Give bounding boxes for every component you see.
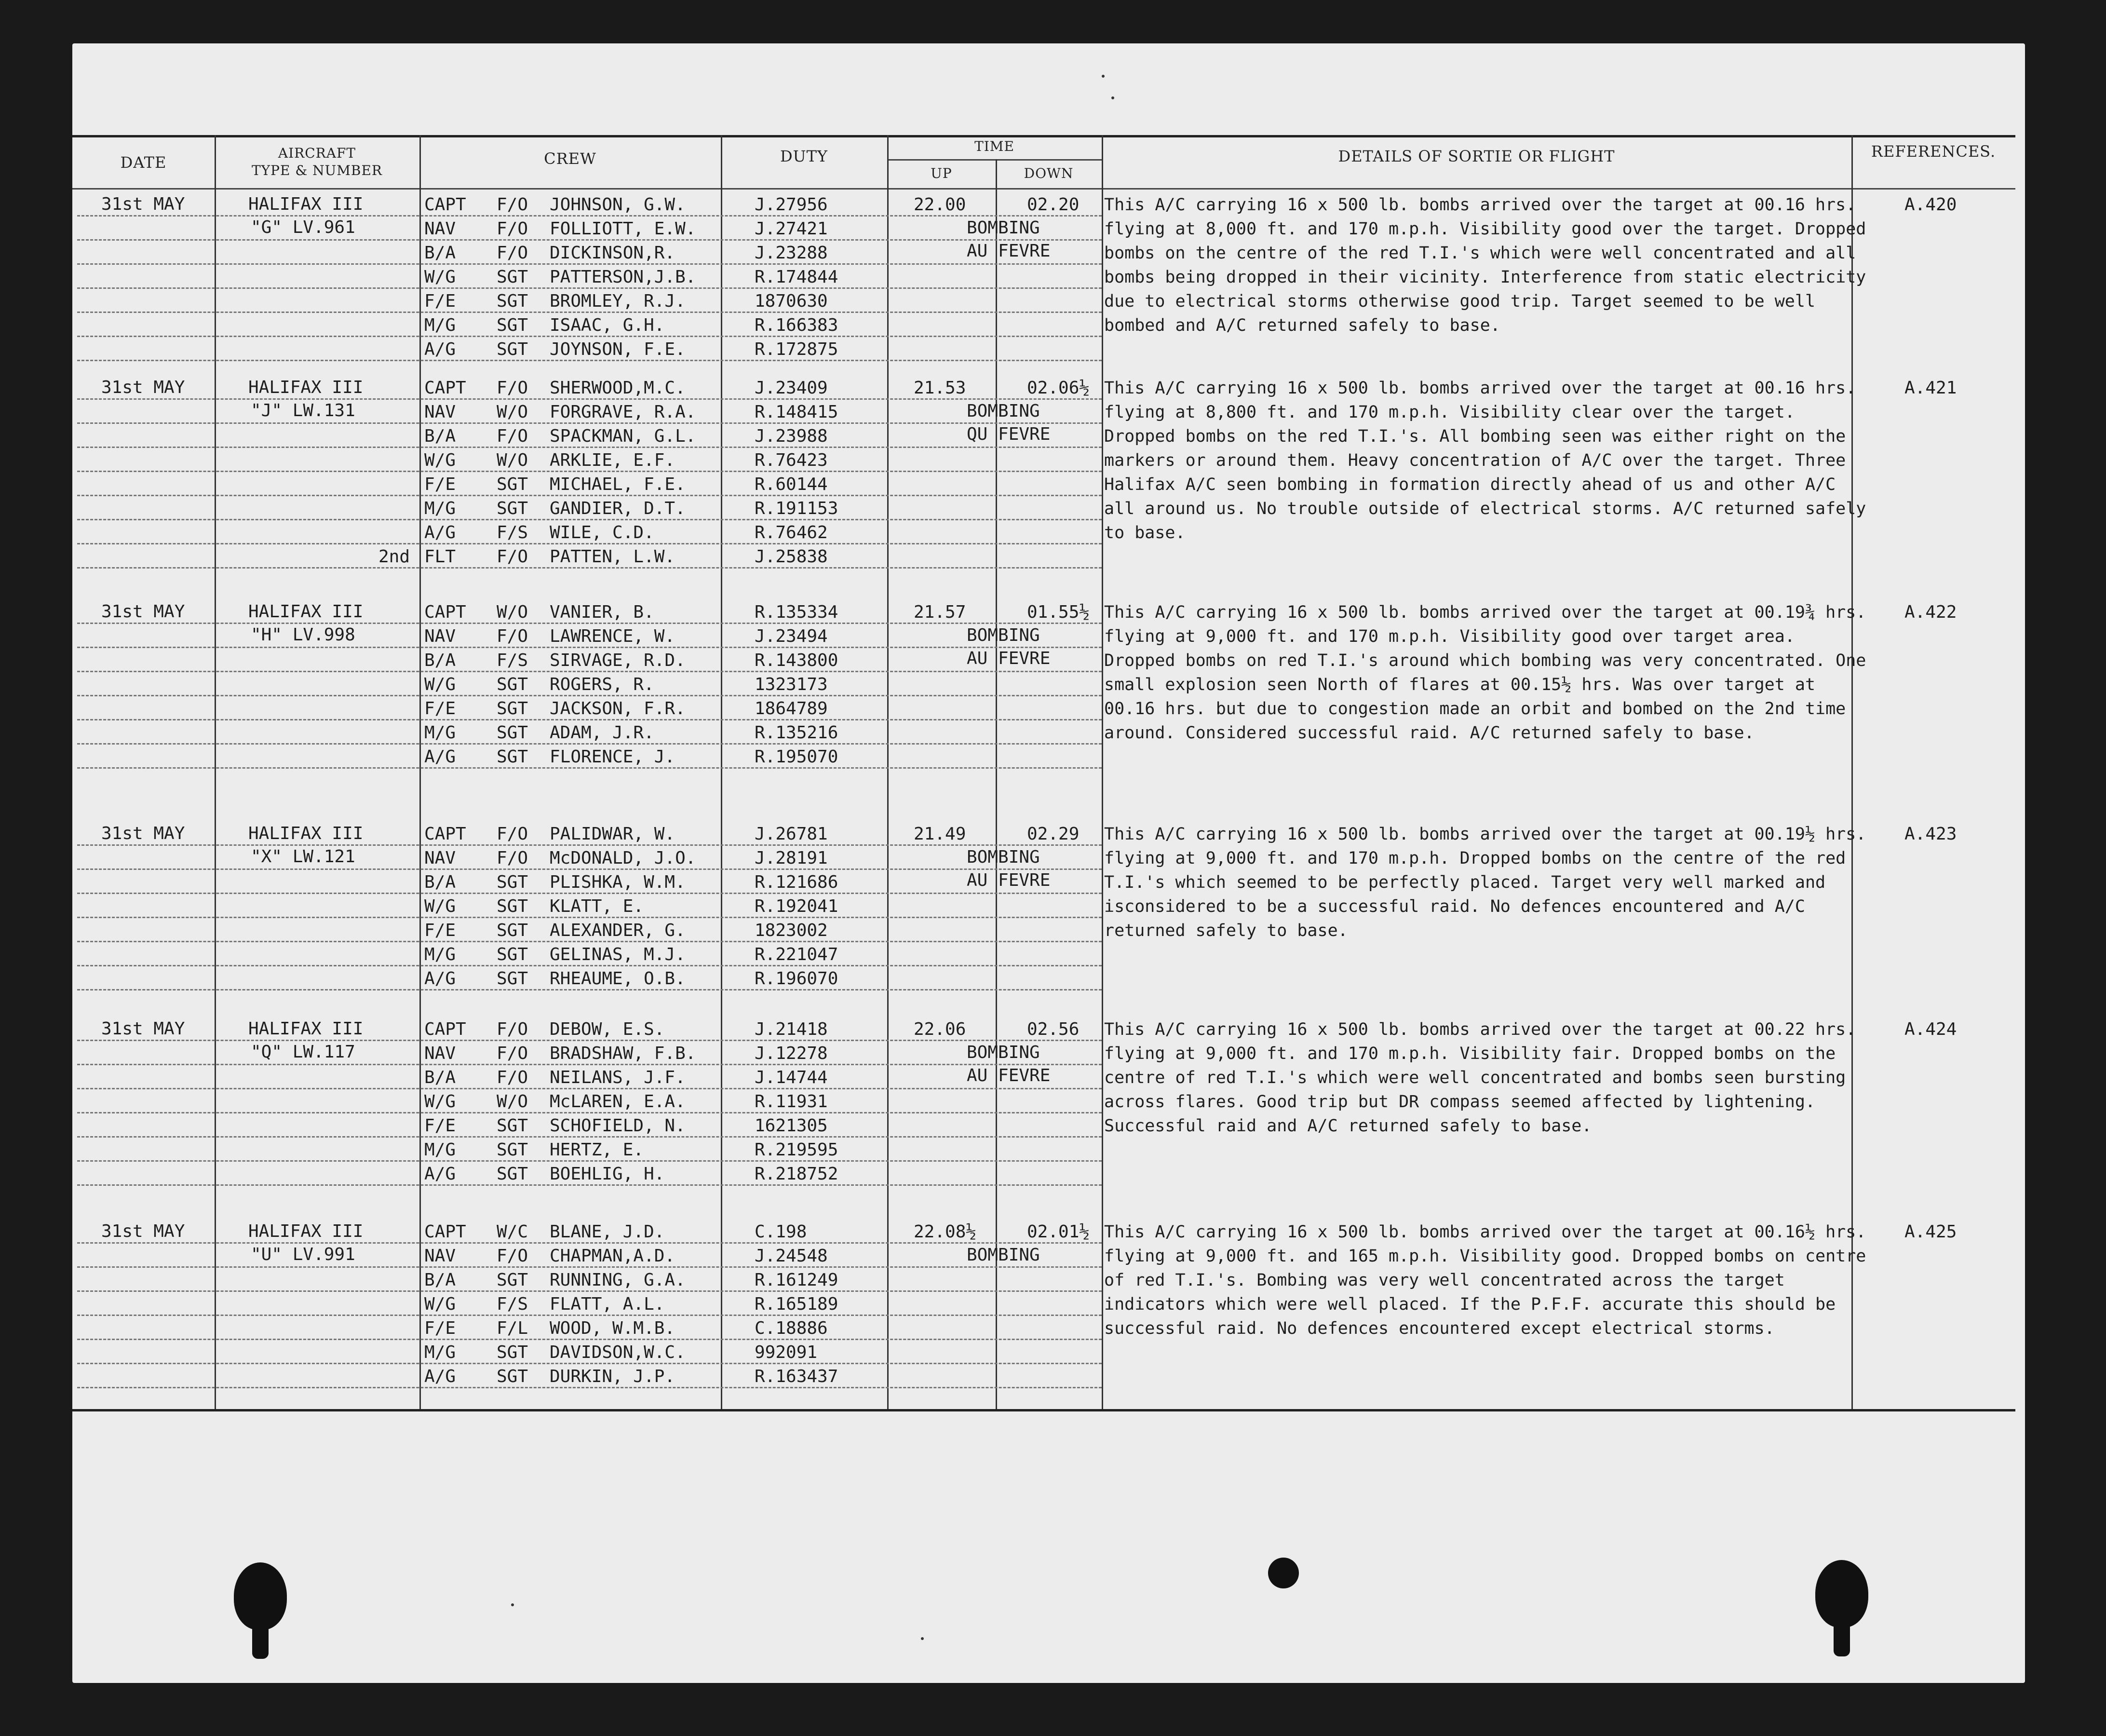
crew-row-rule (77, 1387, 1102, 1388)
crew-rank: W/O (497, 402, 528, 422)
punch-hole-left (234, 1562, 287, 1630)
aircraft-type: HALIFAX III (248, 194, 364, 214)
crew-number: J.26781 (755, 824, 828, 844)
crew-row-rule (77, 1266, 1102, 1268)
crew-name: SHERWOOD,M.C. (550, 378, 686, 398)
crew-name: BOEHLIG, H. (550, 1164, 665, 1184)
col-rule (419, 135, 421, 1409)
time-up: 21.57 (914, 602, 966, 622)
crew-rank: F/O (497, 1246, 528, 1266)
crew-row-rule (77, 471, 1102, 472)
crew-row-rule (77, 519, 1102, 520)
crew-number: R.143800 (755, 651, 838, 670)
reference: A.424 (1904, 1019, 1957, 1039)
crew-row-rule (77, 336, 1102, 337)
crew-name: VANIER, B. (550, 602, 654, 622)
crew-position: W/G (424, 267, 456, 287)
crew-number: 992091 (755, 1343, 818, 1362)
crew-position: M/G (424, 499, 456, 518)
crew-position: F/E (424, 1116, 456, 1136)
crew-row-rule (77, 989, 1102, 990)
crew-number: J.27421 (755, 219, 828, 239)
crew-number: J.23409 (755, 378, 828, 398)
crew-rank: F/O (497, 626, 528, 646)
crew-row-rule (77, 695, 1102, 696)
crew-rank: SGT (497, 1343, 528, 1362)
reference: A.425 (1904, 1222, 1957, 1242)
crew-name: FOLLIOTT, E.W. (550, 219, 696, 239)
crew-position: W/G (424, 896, 456, 916)
target-line1: BOMBING (967, 625, 1040, 645)
crew-position: W/G (424, 1092, 456, 1112)
crew-rank: SGT (497, 1270, 528, 1290)
crew-number: R.191153 (755, 499, 838, 518)
header-date: DATE (120, 153, 167, 172)
crew-number: J.21418 (755, 1019, 828, 1039)
sortie-details: This A/C carrying 16 x 500 lb. bombs arrived over the target at 00.16½ hrs. flying at 9,000 ft. and 165 m.p.h. Visibility good. Dropped bombs on centre of red T.I.'s. Bombing was very well concentrated across the target indicators which were well placed. If the P.F.F. accurate this should be successful raid. No defences encountered except electrical storms. (1104, 1222, 1876, 1338)
crew-name: ALEXANDER, G. (550, 921, 686, 940)
crew-row-rule (77, 941, 1102, 942)
crew-number: R.60144 (755, 475, 828, 494)
col-rule (721, 135, 722, 1409)
time-down: 02.06½ (1027, 378, 1090, 398)
crew-position: W/G (424, 675, 456, 694)
crew-rank: SGT (497, 969, 528, 989)
crew-rank: SGT (497, 896, 528, 916)
crew-number: R.172875 (755, 339, 838, 359)
aircraft-type: HALIFAX III (248, 378, 364, 397)
crew-rank: SGT (497, 723, 528, 743)
crew-number: R.161249 (755, 1270, 838, 1290)
crew-name: GELINAS, M.J. (550, 945, 686, 964)
reference: A.423 (1904, 824, 1957, 844)
sortie-details: This A/C carrying 16 x 500 lb. bombs arrived over the target at 00.19½ hrs. flying at 9,000 ft. and 170 m.p.h. Dropped bombs on the centre of the red T.I.'s which seemed to be perfectly placed. Target very well marked and isconsidered to be a successful raid. No defences encountered and A/C returned safely to base. (1104, 825, 1876, 940)
crew-position: NAV (424, 848, 456, 868)
target-line1: BOMBING (967, 218, 1040, 238)
aircraft-number: "H" LV.998 (251, 625, 355, 645)
crew-name: ISAAC, G.H. (550, 315, 665, 335)
crew-rank: F/O (497, 848, 528, 868)
crew-row-rule (77, 917, 1102, 918)
crew-name: LAWRENCE, W. (550, 626, 675, 646)
crew-row-rule (77, 767, 1102, 769)
crew-name: BROMLEY, R.J. (550, 291, 686, 311)
crew-number: R.135216 (755, 723, 838, 743)
target-line1: BOMBING (967, 847, 1040, 867)
aircraft-number: "X" LW.121 (251, 847, 355, 867)
crew-row-rule (77, 422, 1102, 424)
crew-number: R.11931 (755, 1092, 828, 1112)
header-crew: CREW (544, 149, 596, 168)
aircraft-number: "G" LV.961 (251, 217, 355, 237)
target-line2: AU FEVRE (967, 649, 1051, 668)
crew-number: R.76423 (755, 450, 828, 470)
crew-name: JOHNSON, G.W. (550, 195, 686, 215)
crew-name: RUNNING, G.A. (550, 1270, 686, 1290)
crew-number: R.221047 (755, 945, 838, 964)
reference: A.422 (1904, 602, 1957, 622)
reference: A.420 (1904, 195, 1957, 215)
crew-rank: F/O (497, 824, 528, 844)
crew-position: F/E (424, 475, 456, 494)
crew-row-rule (77, 1064, 1102, 1065)
crew-number: 1870630 (755, 291, 828, 311)
crew-row-rule (77, 1315, 1102, 1316)
crew-position: CAPT (424, 602, 466, 622)
sortie-details: This A/C carrying 16 x 500 lb. bombs arrived over the target at 00.19¾ hrs. flying at 9,000 ft. and 170 m.p.h. Visibility good over target area. Dropped bombs on red T.I.'s around which bombing was very concentrated. One small explosion seen North of flares at 00.15½ hrs. Was over target at 00.16 hrs. but due to congestion made an orbit and bombed on the 2nd time around. Considered successful raid. A/C returned safely to base. (1104, 603, 1876, 743)
crew-number: C.198 (755, 1222, 807, 1242)
crew-row-rule (77, 495, 1102, 496)
crew-position: NAV (424, 626, 456, 646)
header-references: REFERENCES. (1871, 142, 1996, 161)
crew-position: A/G (424, 523, 456, 542)
time-split-rule (887, 159, 1102, 161)
aircraft-type: HALIFAX III (248, 824, 364, 843)
crew-number: R.192041 (755, 896, 838, 916)
crew-number: R.121686 (755, 872, 838, 892)
col-rule (887, 135, 889, 1409)
crew-row-rule (77, 447, 1102, 448)
header-time-down: DOWN (1024, 165, 1074, 181)
crew-position: F/E (424, 291, 456, 311)
header-aircraft (215, 145, 419, 179)
crew-name: WILE, C.D. (550, 523, 654, 542)
target-line2: AU FEVRE (967, 870, 1051, 890)
aircraft-type: HALIFAX III (248, 1019, 364, 1039)
time-up: 21.49 (914, 824, 966, 844)
crew-row-rule (77, 1112, 1102, 1113)
crew-position: A/G (424, 1164, 456, 1184)
crew-number: 1621305 (755, 1116, 828, 1136)
target-line1: BOMBING (967, 1043, 1040, 1062)
crew-row-rule (77, 239, 1102, 241)
crew-row-rule (77, 965, 1102, 966)
crew-rank: SGT (497, 291, 528, 311)
crew-name: BLANE, J.D. (550, 1222, 665, 1242)
crew-rank: SGT (497, 1367, 528, 1386)
sortie-date: 31st MAY (101, 824, 185, 843)
sortie-details: This A/C carrying 16 x 500 lb. bombs arrived over the target at 00.16 hrs. flying at 8,000 ft. and 170 m.p.h. Visibility good over the target. Dropped bombs on the centre of the red T.I.'s which were well concentrated and all bombs being dropped in their vicinity. Interference from static electricity due to electrical storms otherwise good trip. Target seemed to be well bombed and A/C returned safely to base. (1104, 195, 1876, 335)
crew-number: R.196070 (755, 969, 838, 989)
col-rule (1102, 135, 1103, 1409)
crew-rank: SGT (497, 499, 528, 518)
aircraft-number: "U" LV.991 (251, 1245, 355, 1264)
crew-name: ADAM, J.R. (550, 723, 654, 743)
crew-position: NAV (424, 219, 456, 239)
crew-number: J.23288 (755, 243, 828, 263)
crew-rank: F/O (497, 378, 528, 398)
reference: A.421 (1904, 378, 1957, 398)
crew-rank: SGT (497, 315, 528, 335)
table-top-rule (72, 135, 2015, 137)
target-line2: AU FEVRE (967, 1066, 1051, 1085)
crew-row-rule (77, 1184, 1102, 1186)
header-duty: DUTY (780, 147, 828, 165)
crew-number: 1323173 (755, 675, 828, 694)
crew-number: C.18886 (755, 1318, 828, 1338)
crew-row-rule (77, 1339, 1102, 1340)
crew-position: NAV (424, 1044, 456, 1063)
target-line1: BOMBING (967, 401, 1040, 421)
crew-row-rule (77, 1290, 1102, 1292)
crew-position: B/A (424, 1068, 456, 1087)
crew-rank: F/L (497, 1318, 528, 1338)
sortie-date: 31st MAY (101, 602, 185, 622)
crew-rank: SGT (497, 675, 528, 694)
crew-row-rule (77, 567, 1102, 569)
sortie-date: 31st MAY (101, 1221, 185, 1241)
crew-name: DICKINSON,R. (550, 243, 675, 263)
crew-name: WOOD, W.M.B. (550, 1318, 675, 1338)
crew-number: J.28191 (755, 848, 828, 868)
crew-row-rule (77, 868, 1102, 870)
crew-position: NAV (424, 402, 456, 422)
aircraft-number: "Q" LW.117 (251, 1042, 355, 1062)
crew-rank: W/O (497, 1092, 528, 1112)
crew-rank: F/S (497, 1294, 528, 1314)
crew-position: M/G (424, 1343, 456, 1362)
crew-name: FORGRAVE, R.A. (550, 402, 696, 422)
crew-number: R.135334 (755, 602, 838, 622)
crew-rank: F/S (497, 523, 528, 542)
crew-position: A/G (424, 339, 456, 359)
crew-name: SIRVAGE, R.D. (550, 651, 686, 670)
time-down: 02.20 (1027, 195, 1080, 215)
header-aircraft-line2: TYPE & NUMBER (251, 163, 383, 178)
crew-position: B/A (424, 243, 456, 263)
crew-position: W/G (424, 450, 456, 470)
time-up: 22.00 (914, 195, 966, 215)
crew-position: CAPT (424, 1019, 466, 1039)
crew-rank: SGT (497, 872, 528, 892)
crew-position: M/G (424, 723, 456, 743)
crew-number: R.195070 (755, 747, 838, 767)
crew-position: M/G (424, 315, 456, 335)
crew-number: J.14744 (755, 1068, 828, 1087)
crew-position: B/A (424, 651, 456, 670)
time-down: 01.55½ (1027, 602, 1090, 622)
crew-rank: SGT (497, 945, 528, 964)
crew-rank: W/C (497, 1222, 528, 1242)
crew-name: DAVIDSON,W.C. (550, 1343, 686, 1362)
header-time: TIME (974, 138, 1014, 154)
crew-number: 1823002 (755, 921, 828, 940)
time-down: 02.56 (1027, 1019, 1080, 1039)
sortie-date: 31st MAY (101, 1019, 185, 1039)
crew-name: NEILANS, J.F. (550, 1068, 686, 1087)
crew-name: PATTEN, L.W. (550, 547, 675, 567)
time-down: 02.01½ (1027, 1222, 1090, 1242)
punch-hole-right (1815, 1560, 1868, 1628)
crew-position: B/A (424, 1270, 456, 1290)
crew-rank: F/O (497, 547, 528, 567)
crew-name: DURKIN, J.P. (550, 1367, 675, 1386)
crew-number: J.23494 (755, 626, 828, 646)
crew-rank: SGT (497, 1164, 528, 1184)
target-line2: AU FEVRE (967, 241, 1051, 261)
crew-number: R.166383 (755, 315, 838, 335)
crew-name: CHAPMAN,A.D. (550, 1246, 675, 1266)
speck (1111, 96, 1114, 99)
crew-name: ARKLIE, E.F. (550, 450, 675, 470)
punch-hole-center (1268, 1558, 1299, 1588)
crew-row-rule (77, 671, 1102, 672)
crew-rank: F/O (497, 243, 528, 263)
time-up: 21.53 (914, 378, 966, 398)
crew-rank: F/O (497, 219, 528, 239)
col-rule (215, 135, 216, 1409)
crew-rank: SGT (497, 475, 528, 494)
crew-position: A/G (424, 969, 456, 989)
crew-name: RHEAUME, O.B. (550, 969, 686, 989)
crew-position: CAPT (424, 824, 466, 844)
header-aircraft-line1: AIRCRAFT (278, 145, 356, 161)
crew-row-rule (77, 287, 1102, 289)
crew-number: R.76462 (755, 523, 828, 542)
crew-number: R.163437 (755, 1367, 838, 1386)
aircraft-number: "J" LW.131 (251, 401, 355, 420)
crew-number: R.219595 (755, 1140, 838, 1160)
crew-name: GANDIER, D.T. (550, 499, 686, 518)
sortie-details: This A/C carrying 16 x 500 lb. bombs arrived over the target at 00.22 hrs. flying at 9,000 ft. and 170 m.p.h. Visibility fair. Dropped bombs on the centre of red T.I.'s which were well concentrated and bombs seen bursting across flares. Good trip but DR compass seemed affected by lightening. Successful raid and A/C returned safely to base. (1104, 1020, 1866, 1136)
crew-position: F/E (424, 699, 456, 719)
crew-position: CAPT (424, 195, 466, 215)
header-time-up: UP (931, 165, 952, 181)
speck (511, 1603, 514, 1606)
crew-name: MICHAEL, F.E. (550, 475, 686, 494)
crew-row-rule (77, 1088, 1102, 1089)
crew-row-rule (77, 719, 1102, 720)
time-down: 02.29 (1027, 824, 1080, 844)
crew-rank: F/O (497, 1068, 528, 1087)
crew-position: CAPT (424, 1222, 466, 1242)
crew-name: DEBOW, E.S. (550, 1019, 665, 1039)
crew-number: R.148415 (755, 402, 838, 422)
col-rule (996, 159, 997, 1409)
crew-rank: F/O (497, 426, 528, 446)
crew-position: CAPT (424, 378, 466, 398)
crew-number: R.218752 (755, 1164, 838, 1184)
target-line2: QU FEVRE (967, 424, 1051, 444)
crew-number: J.25838 (755, 547, 828, 567)
crew-name: SPACKMAN, G.L. (550, 426, 696, 446)
sortie-details: This A/C carrying 16 x 500 lb. bombs arrived over the target at 00.16 hrs. flying at 8,800 ft. and 170 m.p.h. Visibility clear over the target. Dropped bombs on the red T.I.'s. All bombing seen was either right on the markers or around them. Heavy concentration of A/C over the target. Three Halifax A/C seen bombing in formation directly ahead of us and other A/C all around us. No trouble outside of electrical storms. A/C returned safely to base. (1104, 379, 1876, 542)
crew-number: R.174844 (755, 267, 838, 287)
crew-extra-label: 2nd (378, 547, 410, 567)
crew-rank: F/O (497, 195, 528, 215)
crew-position: B/A (424, 872, 456, 892)
crew-position: FLT (424, 547, 456, 567)
crew-row-rule (77, 1136, 1102, 1138)
crew-position: M/G (424, 945, 456, 964)
crew-position: F/E (424, 921, 456, 940)
crew-position: NAV (424, 1246, 456, 1266)
crew-rank: F/S (497, 651, 528, 670)
crew-rank: SGT (497, 339, 528, 359)
time-up: 22.06 (914, 1019, 966, 1039)
target-line1: BOMBING (967, 1245, 1040, 1265)
crew-number: J.12278 (755, 1044, 828, 1063)
crew-position: B/A (424, 426, 456, 446)
crew-row-rule (77, 1363, 1102, 1364)
crew-name: PALIDWAR, W. (550, 824, 675, 844)
crew-number: J.23988 (755, 426, 828, 446)
sortie-date: 31st MAY (101, 378, 185, 397)
table-bottom-rule (72, 1409, 2015, 1411)
crew-number: R.165189 (755, 1294, 838, 1314)
crew-name: FLATT, A.L. (550, 1294, 665, 1314)
header-details: DETAILS OF SORTIE OR FLIGHT (1338, 147, 1615, 165)
crew-rank: SGT (497, 267, 528, 287)
crew-number: J.27956 (755, 195, 828, 215)
crew-row-rule (77, 1160, 1102, 1162)
crew-name: HERTZ, E. (550, 1140, 644, 1160)
crew-rank: F/O (497, 1019, 528, 1039)
crew-name: McDONALD, J.O. (550, 848, 696, 868)
crew-name: McLAREN, E.A. (550, 1092, 686, 1112)
crew-row-rule (77, 647, 1102, 648)
crew-name: JOYNSON, F.E. (550, 339, 686, 359)
speck (1102, 75, 1105, 78)
crew-rank: W/O (497, 602, 528, 622)
crew-name: BRADSHAW, F.B. (550, 1044, 696, 1063)
crew-position: F/E (424, 1318, 456, 1338)
speck (921, 1637, 924, 1640)
sortie-date: 31st MAY (101, 194, 185, 214)
crew-name: KLATT, E. (550, 896, 644, 916)
crew-position: M/G (424, 1140, 456, 1160)
crew-row-rule (77, 312, 1102, 313)
crew-rank: SGT (497, 1140, 528, 1160)
crew-name: SCHOFIELD, N. (550, 1116, 686, 1136)
crew-rank: W/O (497, 450, 528, 470)
crew-number: J.24548 (755, 1246, 828, 1266)
crew-row-rule (77, 893, 1102, 894)
crew-rank: SGT (497, 921, 528, 940)
crew-name: PATTERSON,J.B. (550, 267, 696, 287)
crew-name: FLORENCE, J. (550, 747, 675, 767)
crew-row-rule (77, 743, 1102, 745)
crew-row-rule (77, 543, 1102, 544)
header-bottom-rule (72, 188, 2015, 190)
aircraft-type: HALIFAX III (248, 602, 364, 622)
crew-name: ROGERS, R. (550, 675, 654, 694)
crew-name: JACKSON, F.R. (550, 699, 686, 719)
crew-position: W/G (424, 1294, 456, 1314)
crew-position: A/G (424, 1367, 456, 1386)
crew-rank: SGT (497, 747, 528, 767)
crew-position: A/G (424, 747, 456, 767)
time-up: 22.08½ (914, 1222, 977, 1242)
aircraft-type: HALIFAX III (248, 1221, 364, 1241)
crew-name: PLISHKA, W.M. (550, 872, 686, 892)
crew-row-rule (77, 360, 1102, 361)
crew-rank: SGT (497, 699, 528, 719)
crew-rank: SGT (497, 1116, 528, 1136)
crew-row-rule (77, 263, 1102, 265)
crew-rank: F/O (497, 1044, 528, 1063)
crew-number: 1864789 (755, 699, 828, 719)
